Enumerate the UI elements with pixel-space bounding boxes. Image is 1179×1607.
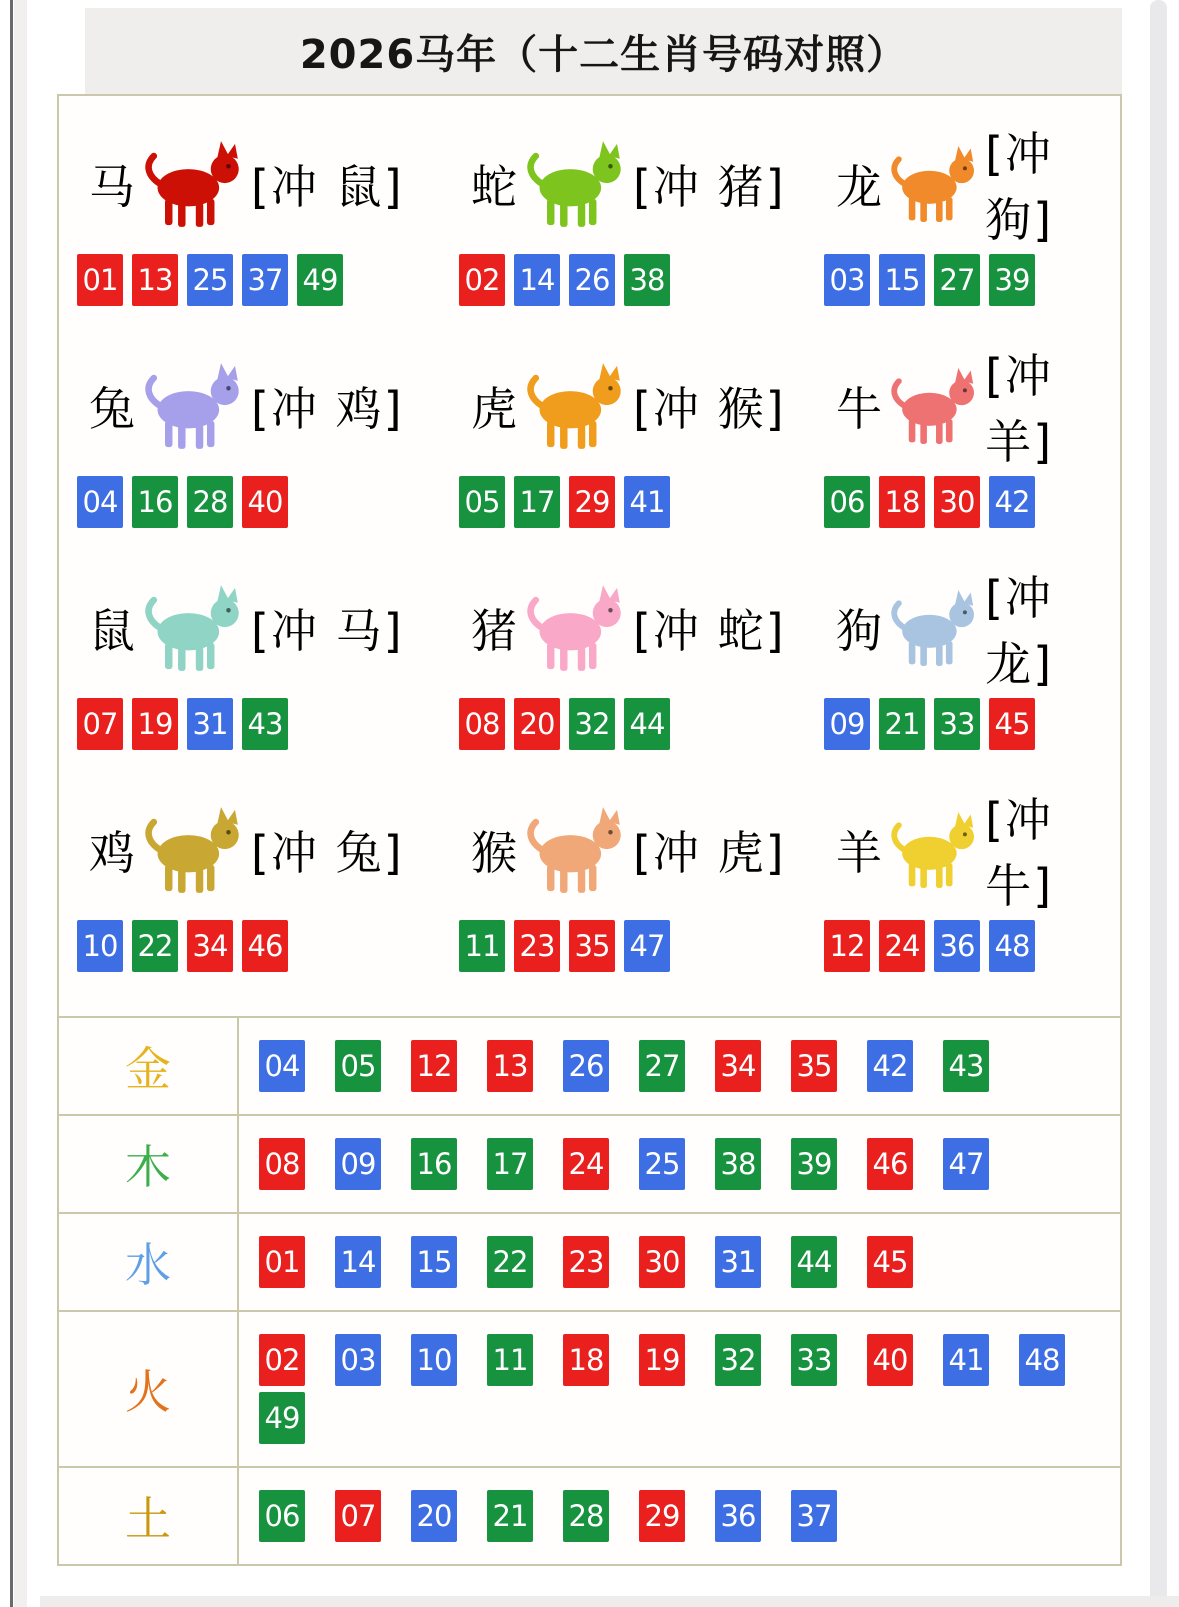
zodiac-clash-label: [冲 鸡]: [251, 382, 404, 436]
number-tile-20: 20: [411, 1490, 457, 1542]
scrollbar[interactable]: [1150, 0, 1167, 1607]
zodiac-clash-label: [冲 蛇]: [633, 604, 786, 658]
number-tile-40: 40: [242, 476, 288, 528]
number-tile-47: 47: [624, 920, 670, 972]
element-label-土: 土: [59, 1468, 239, 1564]
zodiac-number-row: [824, 254, 1120, 306]
zodiac-animal-line: [824, 349, 1120, 469]
elements-table: [59, 1016, 1120, 1564]
number-tile-42: 42: [989, 476, 1035, 528]
number-tile-37: 37: [791, 1490, 837, 1542]
number-tile-19: 19: [639, 1334, 685, 1386]
page-title: [85, 8, 1122, 94]
zodiac-clash-label: [冲 猪]: [633, 160, 786, 214]
number-tile-41: 41: [624, 476, 670, 528]
number-tile-03: 03: [335, 1334, 381, 1386]
zodiac-cell: [459, 126, 824, 348]
zodiac-animal-line: [824, 793, 1120, 913]
number-tile-35: 35: [569, 920, 615, 972]
number-tile-25: 25: [187, 254, 233, 306]
number-tile-18: 18: [879, 476, 925, 528]
number-tile-13: 13: [132, 254, 178, 306]
number-tile-36: 36: [934, 920, 980, 972]
number-tile-11: 11: [459, 920, 505, 972]
number-tile-01: 01: [77, 254, 123, 306]
zodiac-number-row: [459, 476, 824, 528]
rabbit-image: [137, 358, 249, 454]
number-tile-32: 32: [569, 698, 615, 750]
number-tile-24: 24: [563, 1138, 609, 1190]
number-tile-24: 24: [879, 920, 925, 972]
number-tile-21: 21: [879, 698, 925, 750]
number-tile-44: 44: [624, 698, 670, 750]
element-label-火: 火: [59, 1312, 239, 1466]
number-tile-15: 15: [879, 254, 925, 306]
number-tile-19: 19: [132, 698, 178, 750]
zodiac-animal-label: 猪: [471, 604, 517, 658]
zodiac-number-row: [77, 920, 459, 972]
number-tile-31: 31: [715, 1236, 761, 1288]
number-tile-16: 16: [411, 1138, 457, 1190]
element-row: [59, 1310, 1120, 1466]
number-tile-34: 34: [187, 920, 233, 972]
number-tile-14: 14: [514, 254, 560, 306]
zodiac-number-row: [459, 254, 824, 306]
zodiac-animal-line: [459, 794, 824, 906]
element-label-金: 金: [59, 1018, 239, 1114]
rat-image: [137, 580, 249, 676]
number-tile-16: 16: [132, 476, 178, 528]
zodiac-animal-label: 蛇: [471, 160, 517, 214]
number-tile-42: 42: [867, 1040, 913, 1092]
dog-image: [884, 580, 983, 676]
rooster-image: [137, 802, 249, 898]
zodiac-cell: [77, 348, 459, 570]
zodiac-number-row: [459, 698, 824, 750]
zodiac-animal-line: [77, 572, 459, 684]
number-tile-39: 39: [791, 1138, 837, 1190]
number-tile-27: 27: [639, 1040, 685, 1092]
zodiac-number-row: [77, 254, 459, 306]
number-tile-17: 17: [514, 476, 560, 528]
number-tile-29: 29: [569, 476, 615, 528]
element-row: [59, 1016, 1120, 1114]
number-tile-22: 22: [132, 920, 178, 972]
number-tile-05: 05: [335, 1040, 381, 1092]
tiger-image: [519, 358, 631, 454]
number-tile-38: 38: [624, 254, 670, 306]
number-tile-27: 27: [934, 254, 980, 306]
number-tile-11: 11: [487, 1334, 533, 1386]
number-tile-09: 09: [335, 1138, 381, 1190]
number-tile-02: 02: [459, 254, 505, 306]
element-number-row: [239, 1018, 1120, 1114]
zodiac-number-row: [824, 920, 1120, 972]
zodiac-animal-line: [459, 572, 824, 684]
number-tile-45: 45: [867, 1236, 913, 1288]
number-tile-22: 22: [487, 1236, 533, 1288]
number-tile-20: 20: [514, 698, 560, 750]
zodiac-number-chart: [57, 94, 1122, 1566]
number-tile-23: 23: [563, 1236, 609, 1288]
number-tile-14: 14: [335, 1236, 381, 1288]
number-tile-30: 30: [639, 1236, 685, 1288]
element-row: [59, 1466, 1120, 1564]
zodiac-animal-line: [824, 127, 1120, 247]
number-tile-15: 15: [411, 1236, 457, 1288]
number-tile-01: 01: [259, 1236, 305, 1288]
element-number-row: [239, 1312, 1120, 1466]
number-tile-49: 49: [297, 254, 343, 306]
number-tile-31: 31: [187, 698, 233, 750]
zodiac-clash-label: [冲 牛]: [985, 793, 1054, 913]
element-label-木: 木: [59, 1116, 239, 1212]
number-tile-43: 43: [242, 698, 288, 750]
page-title-text: 2026马年（十二生肖号码对照）: [299, 31, 908, 78]
zodiac-cell: [824, 126, 1120, 348]
number-tile-37: 37: [242, 254, 288, 306]
zodiac-animal-line: [77, 350, 459, 462]
zodiac-clash-label: [冲 羊]: [985, 349, 1054, 469]
number-tile-12: 12: [411, 1040, 457, 1092]
element-label-水: 水: [59, 1214, 239, 1310]
zodiac-cell: [824, 570, 1120, 792]
zodiac-clash-label: [冲 兔]: [251, 826, 404, 880]
number-tile-30: 30: [934, 476, 980, 528]
number-tile-28: 28: [563, 1490, 609, 1542]
number-tile-28: 28: [187, 476, 233, 528]
number-tile-43: 43: [943, 1040, 989, 1092]
number-tile-12: 12: [824, 920, 870, 972]
number-tile-17: 17: [487, 1138, 533, 1190]
number-tile-08: 08: [259, 1138, 305, 1190]
number-tile-33: 33: [934, 698, 980, 750]
zodiac-animal-label: 猴: [471, 826, 517, 880]
zodiac-animal-line: [459, 350, 824, 462]
zodiac-animal-label: 兔: [89, 382, 135, 436]
number-tile-03: 03: [824, 254, 870, 306]
number-tile-21: 21: [487, 1490, 533, 1542]
zodiac-animal-label: 羊: [836, 826, 882, 880]
number-tile-29: 29: [639, 1490, 685, 1542]
number-tile-39: 39: [989, 254, 1035, 306]
number-tile-38: 38: [715, 1138, 761, 1190]
number-tile-04: 04: [259, 1040, 305, 1092]
number-tile-07: 07: [335, 1490, 381, 1542]
zodiac-cell: [77, 792, 459, 1014]
number-tile-45: 45: [989, 698, 1035, 750]
zodiac-animal-line: [77, 128, 459, 240]
zodiac-animal-line: [824, 571, 1120, 691]
zodiac-number-row: [824, 476, 1120, 528]
element-row: [59, 1212, 1120, 1310]
number-tile-26: 26: [563, 1040, 609, 1092]
zodiac-number-row: [824, 698, 1120, 750]
number-tile-09: 09: [824, 698, 870, 750]
number-tile-18: 18: [563, 1334, 609, 1386]
number-tile-46: 46: [242, 920, 288, 972]
number-tile-10: 10: [77, 920, 123, 972]
page-left-edge-line: [10, 0, 13, 1607]
number-tile-06: 06: [259, 1490, 305, 1542]
number-tile-48: 48: [1019, 1334, 1065, 1386]
zodiac-clash-label: [冲 龙]: [985, 571, 1054, 691]
zodiac-cell: [824, 348, 1120, 570]
number-tile-44: 44: [791, 1236, 837, 1288]
number-tile-32: 32: [715, 1334, 761, 1386]
element-row: [59, 1114, 1120, 1212]
number-tile-13: 13: [487, 1040, 533, 1092]
zodiac-animal-label: 龙: [836, 160, 882, 214]
number-tile-36: 36: [715, 1490, 761, 1542]
zodiac-animal-label: 鸡: [89, 826, 135, 880]
ox-image: [884, 358, 983, 454]
zodiac-clash-label: [冲 鼠]: [251, 160, 404, 214]
number-tile-35: 35: [791, 1040, 837, 1092]
number-tile-05: 05: [459, 476, 505, 528]
zodiac-cell: [77, 126, 459, 348]
monkey-image: [519, 802, 631, 898]
element-number-row: [239, 1116, 1120, 1212]
number-tile-26: 26: [569, 254, 615, 306]
number-tile-07: 07: [77, 698, 123, 750]
number-tile-34: 34: [715, 1040, 761, 1092]
snake-image: [519, 136, 631, 232]
number-tile-49: 49: [259, 1392, 305, 1444]
zodiac-clash-label: [冲 虎]: [633, 826, 786, 880]
dragon-image: [884, 136, 983, 232]
horse-image: [137, 136, 249, 232]
number-tile-41: 41: [943, 1334, 989, 1386]
pig-image: [519, 580, 631, 676]
number-tile-40: 40: [867, 1334, 913, 1386]
zodiac-animal-label: 牛: [836, 382, 882, 436]
zodiac-cell: [459, 348, 824, 570]
number-tile-48: 48: [989, 920, 1035, 972]
number-tile-06: 06: [824, 476, 870, 528]
zodiac-animal-line: [77, 794, 459, 906]
zodiac-number-row: [77, 476, 459, 528]
number-tile-04: 04: [77, 476, 123, 528]
number-tile-46: 46: [867, 1138, 913, 1190]
zodiac-animal-label: 虎: [471, 382, 517, 436]
element-number-row: [239, 1214, 1120, 1310]
zodiac-cell: [824, 792, 1120, 1014]
zodiac-animal-label: 狗: [836, 604, 882, 658]
zodiac-clash-label: [冲 马]: [251, 604, 404, 658]
number-tile-02: 02: [259, 1334, 305, 1386]
zodiac-grid: [59, 96, 1120, 1016]
goat-image: [884, 802, 983, 898]
zodiac-cell: [459, 570, 824, 792]
number-tile-25: 25: [639, 1138, 685, 1190]
number-tile-23: 23: [514, 920, 560, 972]
zodiac-cell: [459, 792, 824, 1014]
zodiac-number-row: [77, 698, 459, 750]
zodiac-animal-label: 马: [89, 160, 135, 214]
zodiac-number-row: [459, 920, 824, 972]
zodiac-animal-line: [459, 128, 824, 240]
page-left-gutter: [14, 0, 27, 1607]
number-tile-08: 08: [459, 698, 505, 750]
number-tile-33: 33: [791, 1334, 837, 1386]
zodiac-cell: [77, 570, 459, 792]
zodiac-animal-label: 鼠: [89, 604, 135, 658]
element-number-row: [239, 1468, 1120, 1564]
zodiac-clash-label: [冲 猴]: [633, 382, 786, 436]
number-tile-47: 47: [943, 1138, 989, 1190]
number-tile-10: 10: [411, 1334, 457, 1386]
zodiac-clash-label: [冲 狗]: [985, 127, 1054, 247]
footer-strip: [40, 1596, 1179, 1607]
